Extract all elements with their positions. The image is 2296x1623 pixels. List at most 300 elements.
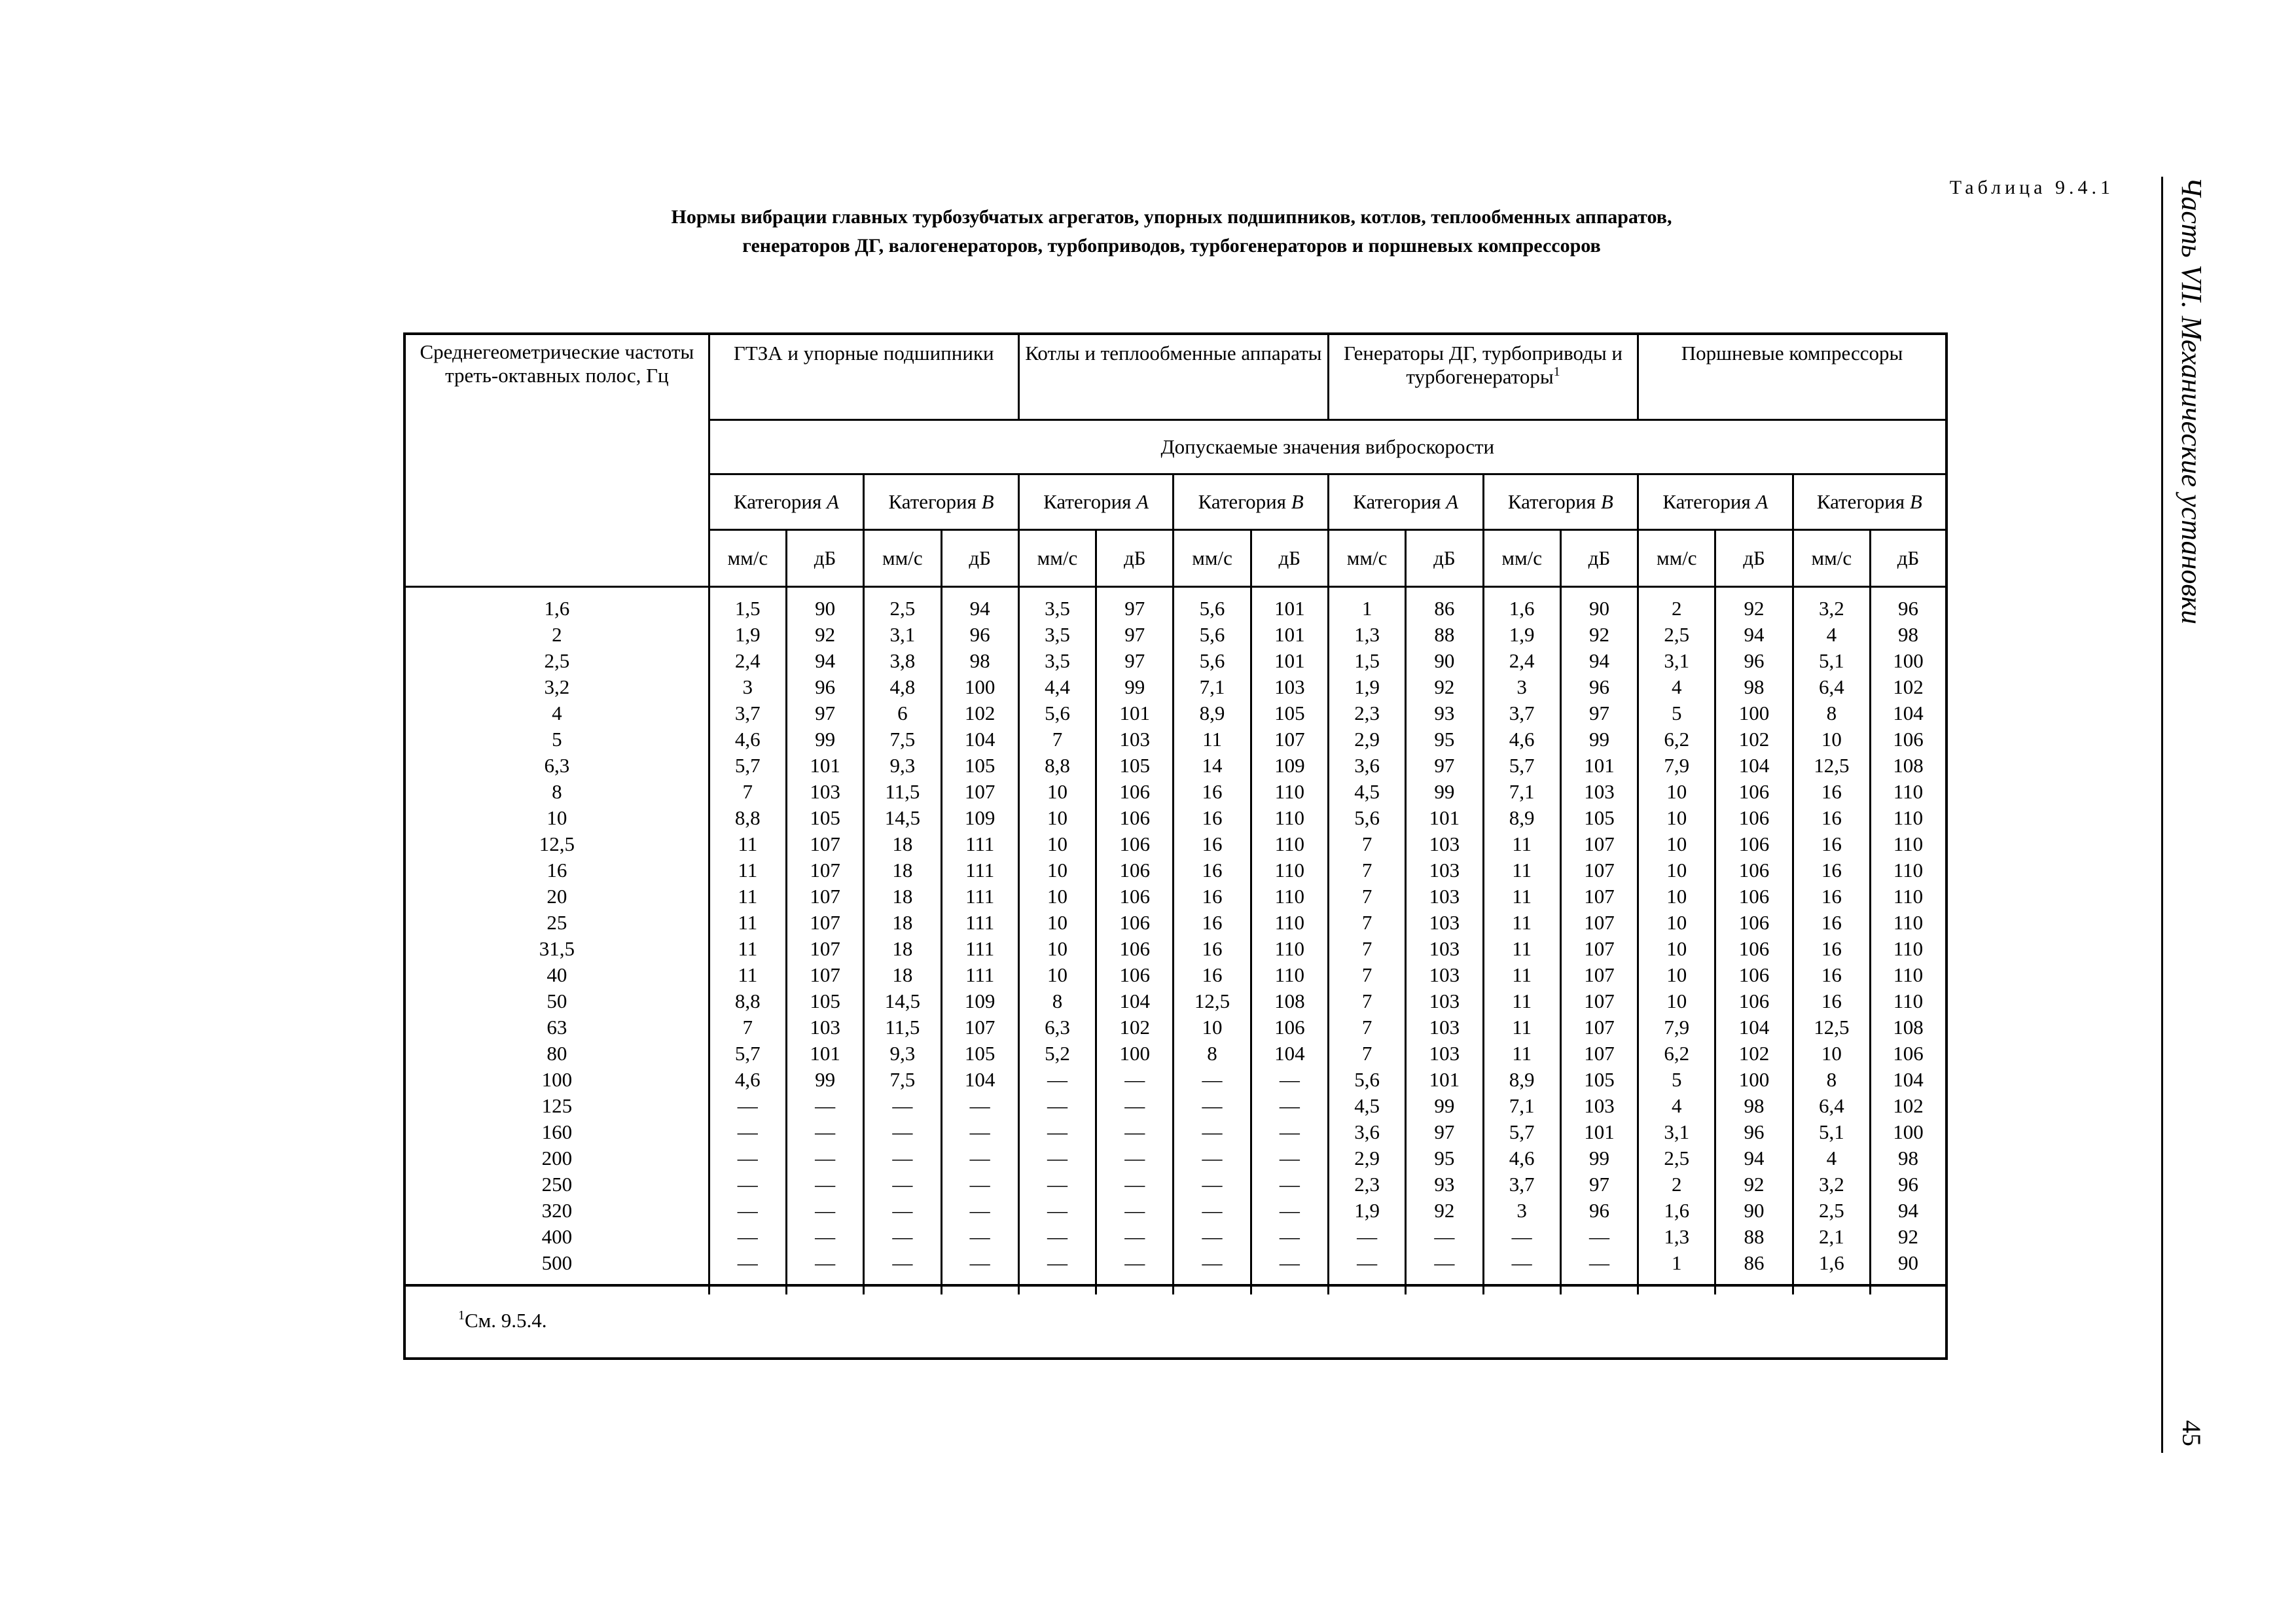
value-cell: 92 — [1715, 1171, 1793, 1198]
value-cell: — — [1096, 1198, 1174, 1224]
value-cell: 107 — [941, 1014, 1018, 1041]
value-cell: 103 — [1406, 857, 1483, 883]
footnote-marker: 1 — [1553, 365, 1560, 379]
value-cell: 11 — [1483, 936, 1560, 962]
category-a-header — [1328, 474, 1483, 530]
category-letter: А — [1136, 490, 1149, 513]
table-row — [406, 1067, 1945, 1093]
value-cell: 103 — [1406, 1014, 1483, 1041]
value-cell: — — [786, 1093, 863, 1119]
value-cell: 90 — [786, 587, 863, 622]
value-cell: 16 — [1793, 779, 1870, 805]
value-cell: 16 — [1793, 883, 1870, 910]
value-cell: 106 — [1096, 962, 1174, 988]
value-cell: 109 — [1251, 753, 1328, 779]
value-cell: 8,8 — [1018, 753, 1096, 779]
vibration-norms-table — [403, 332, 1948, 1360]
value-cell: — — [709, 1093, 786, 1119]
value-cell: 3 — [1483, 1198, 1560, 1224]
table-row — [406, 831, 1945, 857]
unit-mms-header: мм/с — [864, 530, 941, 587]
value-cell: 2,9 — [1328, 726, 1405, 753]
value-cell: — — [864, 1119, 941, 1145]
group-header-compressors: Поршневые компрессоры — [1638, 335, 1945, 420]
table-row — [406, 1014, 1945, 1041]
value-cell: 86 — [1406, 587, 1483, 622]
value-cell: 90 — [1870, 1250, 1945, 1294]
value-cell: 4,4 — [1018, 674, 1096, 700]
value-cell: 3,1 — [864, 622, 941, 648]
value-cell: 107 — [1560, 883, 1638, 910]
value-cell: 96 — [1560, 1198, 1638, 1224]
table-row — [406, 962, 1945, 988]
value-cell: — — [709, 1145, 786, 1171]
value-cell: 16 — [1793, 910, 1870, 936]
value-cell: 107 — [1560, 1014, 1638, 1041]
value-cell: 106 — [1715, 988, 1793, 1014]
value-cell: 10 — [1018, 857, 1096, 883]
value-cell: 104 — [941, 726, 1018, 753]
value-cell: 106 — [1251, 1014, 1328, 1041]
value-cell: 92 — [1560, 622, 1638, 648]
category-b-header — [1793, 474, 1945, 530]
value-cell: 11 — [709, 857, 786, 883]
value-cell: 1,6 — [1793, 1250, 1870, 1294]
value-cell: 4 — [1793, 622, 1870, 648]
value-cell: 4,5 — [1328, 779, 1405, 805]
table-row — [406, 779, 1945, 805]
value-cell: 96 — [1560, 674, 1638, 700]
value-cell: 97 — [1096, 622, 1174, 648]
value-cell: 16 — [1174, 962, 1251, 988]
value-cell: 107 — [1560, 962, 1638, 988]
value-cell: 11 — [709, 936, 786, 962]
category-label: Категория — [1507, 490, 1601, 513]
value-cell: 11 — [1483, 1014, 1560, 1041]
value-cell: 103 — [1406, 883, 1483, 910]
value-cell: 111 — [941, 962, 1018, 988]
value-cell: 8,8 — [709, 805, 786, 831]
frequency-cell: 2,5 — [406, 648, 709, 674]
value-cell: 92 — [1406, 1198, 1483, 1224]
value-cell: 6,3 — [1018, 1014, 1096, 1041]
category-label: Категория — [733, 490, 827, 513]
unit-db-header: дБ — [941, 530, 1018, 587]
value-cell: 7,1 — [1483, 1093, 1560, 1119]
category-letter: А — [827, 490, 839, 513]
value-cell: — — [864, 1171, 941, 1198]
value-cell: — — [709, 1198, 786, 1224]
value-cell: — — [1096, 1119, 1174, 1145]
value-cell: 103 — [1096, 726, 1174, 753]
value-cell: — — [1251, 1224, 1328, 1250]
value-cell: — — [1018, 1067, 1096, 1093]
value-cell: — — [1328, 1250, 1405, 1294]
value-cell: 106 — [1096, 936, 1174, 962]
value-cell: — — [709, 1224, 786, 1250]
unit-db-header: дБ — [1406, 530, 1483, 587]
value-cell: 3,2 — [1793, 1171, 1870, 1198]
value-cell: 95 — [1406, 1145, 1483, 1171]
category-letter: В — [981, 490, 994, 513]
value-cell: 7 — [1018, 726, 1096, 753]
value-cell: 108 — [1251, 988, 1328, 1014]
value-cell: 97 — [1096, 587, 1174, 622]
value-cell: 7,5 — [864, 1067, 941, 1093]
table-title — [406, 203, 1937, 260]
value-cell: 5,6 — [1174, 648, 1251, 674]
value-cell: 6,4 — [1793, 674, 1870, 700]
value-cell: — — [864, 1145, 941, 1171]
value-cell: — — [1096, 1093, 1174, 1119]
value-cell: 1,9 — [1483, 622, 1560, 648]
value-cell: 103 — [1406, 831, 1483, 857]
value-cell: 102 — [1715, 1041, 1793, 1067]
value-cell: 11 — [709, 883, 786, 910]
value-cell: 101 — [786, 1041, 863, 1067]
unit-mms-header: мм/с — [1018, 530, 1096, 587]
value-cell: 101 — [1251, 587, 1328, 622]
value-cell: — — [1096, 1224, 1174, 1250]
value-cell: 103 — [1406, 988, 1483, 1014]
value-cell: 7 — [1328, 910, 1405, 936]
value-cell: 106 — [1715, 779, 1793, 805]
value-cell: 5,7 — [1483, 1119, 1560, 1145]
value-cell: 11 — [709, 910, 786, 936]
value-cell: 11 — [1483, 962, 1560, 988]
value-cell: — — [1174, 1067, 1251, 1093]
value-cell: 10 — [1638, 936, 1715, 962]
value-cell: 7 — [1328, 988, 1405, 1014]
value-cell: 97 — [1560, 700, 1638, 726]
value-cell: 10 — [1018, 910, 1096, 936]
footnote-number: 1 — [458, 1308, 465, 1323]
value-cell: 94 — [1870, 1198, 1945, 1224]
value-cell: 97 — [786, 700, 863, 726]
value-cell: 96 — [1870, 587, 1945, 622]
table-row — [406, 883, 1945, 910]
value-cell: 99 — [1096, 674, 1174, 700]
value-cell: 2,4 — [1483, 648, 1560, 674]
value-cell: — — [941, 1093, 1018, 1119]
value-cell: 2,5 — [864, 587, 941, 622]
value-cell: 3,6 — [1328, 753, 1405, 779]
value-cell: — — [1096, 1067, 1174, 1093]
value-cell: — — [1251, 1093, 1328, 1119]
value-cell: 110 — [1251, 883, 1328, 910]
value-cell: 7,1 — [1174, 674, 1251, 700]
value-cell: 5,7 — [709, 753, 786, 779]
value-cell: 105 — [941, 753, 1018, 779]
value-cell: 11 — [1174, 726, 1251, 753]
value-cell: 16 — [1174, 857, 1251, 883]
table-row — [406, 1171, 1945, 1198]
value-cell: — — [1018, 1250, 1096, 1294]
value-cell: 7 — [1328, 936, 1405, 962]
value-cell: — — [1174, 1224, 1251, 1250]
value-cell: 3,1 — [1638, 1119, 1715, 1145]
category-letter: В — [1600, 490, 1613, 513]
value-cell: 104 — [1251, 1041, 1328, 1067]
category-b-header — [864, 474, 1019, 530]
value-cell: 105 — [1096, 753, 1174, 779]
frequency-cell: 8 — [406, 779, 709, 805]
value-cell: 109 — [941, 805, 1018, 831]
table-row — [406, 988, 1945, 1014]
value-cell: — — [1560, 1224, 1638, 1250]
value-cell: 2,4 — [709, 648, 786, 674]
frequency-cell: 63 — [406, 1014, 709, 1041]
value-cell: 1,6 — [1638, 1198, 1715, 1224]
value-cell: 5,6 — [1174, 622, 1251, 648]
value-cell: 11 — [1483, 1041, 1560, 1067]
value-cell: 96 — [1715, 1119, 1793, 1145]
value-cell: — — [941, 1171, 1018, 1198]
value-cell: 11 — [1483, 988, 1560, 1014]
value-cell: 93 — [1406, 700, 1483, 726]
value-cell: 16 — [1174, 831, 1251, 857]
value-cell: 100 — [941, 674, 1018, 700]
value-cell: 8 — [1174, 1041, 1251, 1067]
value-cell: — — [1251, 1198, 1328, 1224]
value-cell: — — [1406, 1224, 1483, 1250]
value-cell: 101 — [1251, 622, 1328, 648]
value-cell: — — [786, 1119, 863, 1145]
value-cell: 5,6 — [1328, 1067, 1405, 1093]
value-cell: — — [709, 1250, 786, 1294]
value-cell: 102 — [1870, 1093, 1945, 1119]
value-cell: — — [786, 1224, 863, 1250]
value-cell: 6,4 — [1793, 1093, 1870, 1119]
frequency-cell: 125 — [406, 1093, 709, 1119]
page-number: 45 — [2177, 1420, 2206, 1446]
value-cell: 2 — [1638, 587, 1715, 622]
value-cell: 110 — [1251, 831, 1328, 857]
value-cell: 101 — [1096, 700, 1174, 726]
value-cell: 110 — [1870, 883, 1945, 910]
frequency-cell: 31,5 — [406, 936, 709, 962]
category-letter: А — [1755, 490, 1768, 513]
value-cell: 1,9 — [1328, 674, 1405, 700]
frequency-cell: 80 — [406, 1041, 709, 1067]
table-row — [406, 1119, 1945, 1145]
footnote — [458, 1309, 547, 1332]
group-header-generators-text: Генераторы ДГ, турбоприводы и турбогенераторы — [1344, 342, 1623, 388]
value-cell: 1 — [1328, 587, 1405, 622]
value-cell: 18 — [864, 831, 941, 857]
unit-db-header: дБ — [1870, 530, 1945, 587]
value-cell: 4,6 — [709, 1067, 786, 1093]
value-cell: — — [1174, 1198, 1251, 1224]
value-cell: 7 — [1328, 962, 1405, 988]
value-cell: 99 — [1406, 779, 1483, 805]
value-cell: 16 — [1174, 936, 1251, 962]
value-cell: 5,1 — [1793, 1119, 1870, 1145]
frequency-cell: 5 — [406, 726, 709, 753]
value-cell: 104 — [941, 1067, 1018, 1093]
value-cell: 16 — [1793, 988, 1870, 1014]
value-cell: 10 — [1638, 883, 1715, 910]
value-cell: 108 — [1870, 753, 1945, 779]
frequency-cell: 2 — [406, 622, 709, 648]
unit-db-header: дБ — [1560, 530, 1638, 587]
value-cell: 1,6 — [1483, 587, 1560, 622]
value-cell: 14,5 — [864, 805, 941, 831]
value-cell: 106 — [1096, 831, 1174, 857]
value-cell: 8,9 — [1483, 1067, 1560, 1093]
value-cell: — — [1406, 1250, 1483, 1294]
value-cell: 104 — [1715, 1014, 1793, 1041]
value-cell: 2,5 — [1638, 622, 1715, 648]
value-cell: 111 — [941, 883, 1018, 910]
table-row — [406, 587, 1945, 622]
value-cell: 11 — [1483, 910, 1560, 936]
category-b-header — [1174, 474, 1329, 530]
value-cell: 7 — [1328, 1041, 1405, 1067]
frequency-cell: 10 — [406, 805, 709, 831]
value-cell: 5 — [1638, 1067, 1715, 1093]
value-cell: 97 — [1406, 753, 1483, 779]
value-cell: — — [864, 1198, 941, 1224]
value-cell: 3,2 — [1793, 587, 1870, 622]
value-cell: 5,1 — [1793, 648, 1870, 674]
value-cell: — — [941, 1250, 1018, 1294]
frequency-cell: 6,3 — [406, 753, 709, 779]
unit-mms-header: мм/с — [1638, 530, 1715, 587]
title-line-2: генераторов ДГ, валогенераторов, турбоприводов, турбогенераторов и поршневых компрессоров — [742, 235, 1601, 257]
value-cell: 105 — [786, 805, 863, 831]
table-row — [406, 648, 1945, 674]
value-cell: 101 — [1560, 1119, 1638, 1145]
value-cell: 5 — [1638, 700, 1715, 726]
value-cell: — — [1483, 1250, 1560, 1294]
value-cell: 11 — [709, 831, 786, 857]
frequency-cell: 20 — [406, 883, 709, 910]
value-cell: 1,3 — [1328, 622, 1405, 648]
category-label: Категория — [1353, 490, 1446, 513]
value-cell: 10 — [1793, 726, 1870, 753]
unit-mms-header: мм/с — [1174, 530, 1251, 587]
value-cell: 110 — [1870, 857, 1945, 883]
value-cell: 107 — [941, 779, 1018, 805]
group-header-gtza: ГТЗА и упорные подшипники — [709, 335, 1018, 420]
value-cell: 1,3 — [1638, 1224, 1715, 1250]
value-cell: 7 — [1328, 1014, 1405, 1041]
value-cell: 6 — [864, 700, 941, 726]
value-cell: 16 — [1174, 883, 1251, 910]
value-cell: 94 — [1715, 622, 1793, 648]
group-header-generators — [1328, 335, 1638, 420]
table-row — [406, 936, 1945, 962]
value-cell: 99 — [1560, 726, 1638, 753]
value-cell: 4,6 — [1483, 1145, 1560, 1171]
value-cell: — — [1018, 1224, 1096, 1250]
value-cell: — — [1096, 1171, 1174, 1198]
value-cell: 98 — [1870, 1145, 1945, 1171]
value-cell: 111 — [941, 910, 1018, 936]
value-cell: — — [941, 1145, 1018, 1171]
value-cell: 109 — [941, 988, 1018, 1014]
value-cell: 16 — [1174, 779, 1251, 805]
category-letter: В — [1291, 490, 1304, 513]
value-cell: 5,6 — [1018, 700, 1096, 726]
value-cell: 92 — [1715, 587, 1793, 622]
value-cell: 10 — [1793, 1041, 1870, 1067]
value-cell: 110 — [1251, 962, 1328, 988]
table-row — [406, 622, 1945, 648]
category-label: Категория — [888, 490, 982, 513]
value-cell: 105 — [941, 1041, 1018, 1067]
category-label: Категория — [1198, 490, 1291, 513]
value-cell: 104 — [1715, 753, 1793, 779]
unit-mms-header: мм/с — [1793, 530, 1870, 587]
value-cell: 97 — [1406, 1119, 1483, 1145]
category-label: Категория — [1816, 490, 1910, 513]
value-cell: — — [709, 1119, 786, 1145]
value-cell: 8 — [1793, 1067, 1870, 1093]
value-cell: 3 — [1483, 674, 1560, 700]
value-cell: 107 — [1560, 1041, 1638, 1067]
value-cell: 3,7 — [1483, 1171, 1560, 1198]
value-cell: 94 — [1560, 648, 1638, 674]
value-cell: 11 — [1483, 883, 1560, 910]
value-cell: 98 — [1715, 1093, 1793, 1119]
value-cell: 102 — [941, 700, 1018, 726]
value-cell: 4 — [1793, 1145, 1870, 1171]
category-label: Категория — [1662, 490, 1756, 513]
value-cell: 100 — [1715, 700, 1793, 726]
value-cell: 99 — [1406, 1093, 1483, 1119]
unit-db-header: дБ — [786, 530, 863, 587]
value-cell: 92 — [786, 622, 863, 648]
value-cell: 106 — [1715, 857, 1793, 883]
value-cell: 106 — [1715, 831, 1793, 857]
category-letter: А — [1446, 490, 1459, 513]
value-cell: 11,5 — [864, 779, 941, 805]
value-cell: 9,3 — [864, 1041, 941, 1067]
value-cell: 14 — [1174, 753, 1251, 779]
value-cell: 16 — [1174, 805, 1251, 831]
value-cell: 18 — [864, 857, 941, 883]
value-cell: — — [786, 1250, 863, 1294]
value-cell: 5,6 — [1174, 587, 1251, 622]
value-cell: 3,7 — [709, 700, 786, 726]
value-cell: 16 — [1793, 936, 1870, 962]
value-cell: 4 — [1638, 674, 1715, 700]
value-cell: 90 — [1406, 648, 1483, 674]
value-cell: — — [864, 1093, 941, 1119]
value-cell: 3,7 — [1483, 700, 1560, 726]
value-cell: 107 — [786, 936, 863, 962]
value-cell: 98 — [1715, 674, 1793, 700]
frequency-cell: 50 — [406, 988, 709, 1014]
value-cell: 98 — [941, 648, 1018, 674]
value-cell: 7,5 — [864, 726, 941, 753]
value-cell: 105 — [1251, 700, 1328, 726]
frequency-cell: 320 — [406, 1198, 709, 1224]
value-cell: 2,9 — [1328, 1145, 1405, 1171]
value-cell: 101 — [786, 753, 863, 779]
value-cell: 4,8 — [864, 674, 941, 700]
value-cell: 103 — [1251, 674, 1328, 700]
table-row — [406, 805, 1945, 831]
value-cell: 96 — [1870, 1171, 1945, 1198]
value-cell: 110 — [1870, 988, 1945, 1014]
value-cell: 102 — [1715, 726, 1793, 753]
value-cell: 103 — [786, 1014, 863, 1041]
value-cell: 18 — [864, 936, 941, 962]
table-row — [406, 1198, 1945, 1224]
